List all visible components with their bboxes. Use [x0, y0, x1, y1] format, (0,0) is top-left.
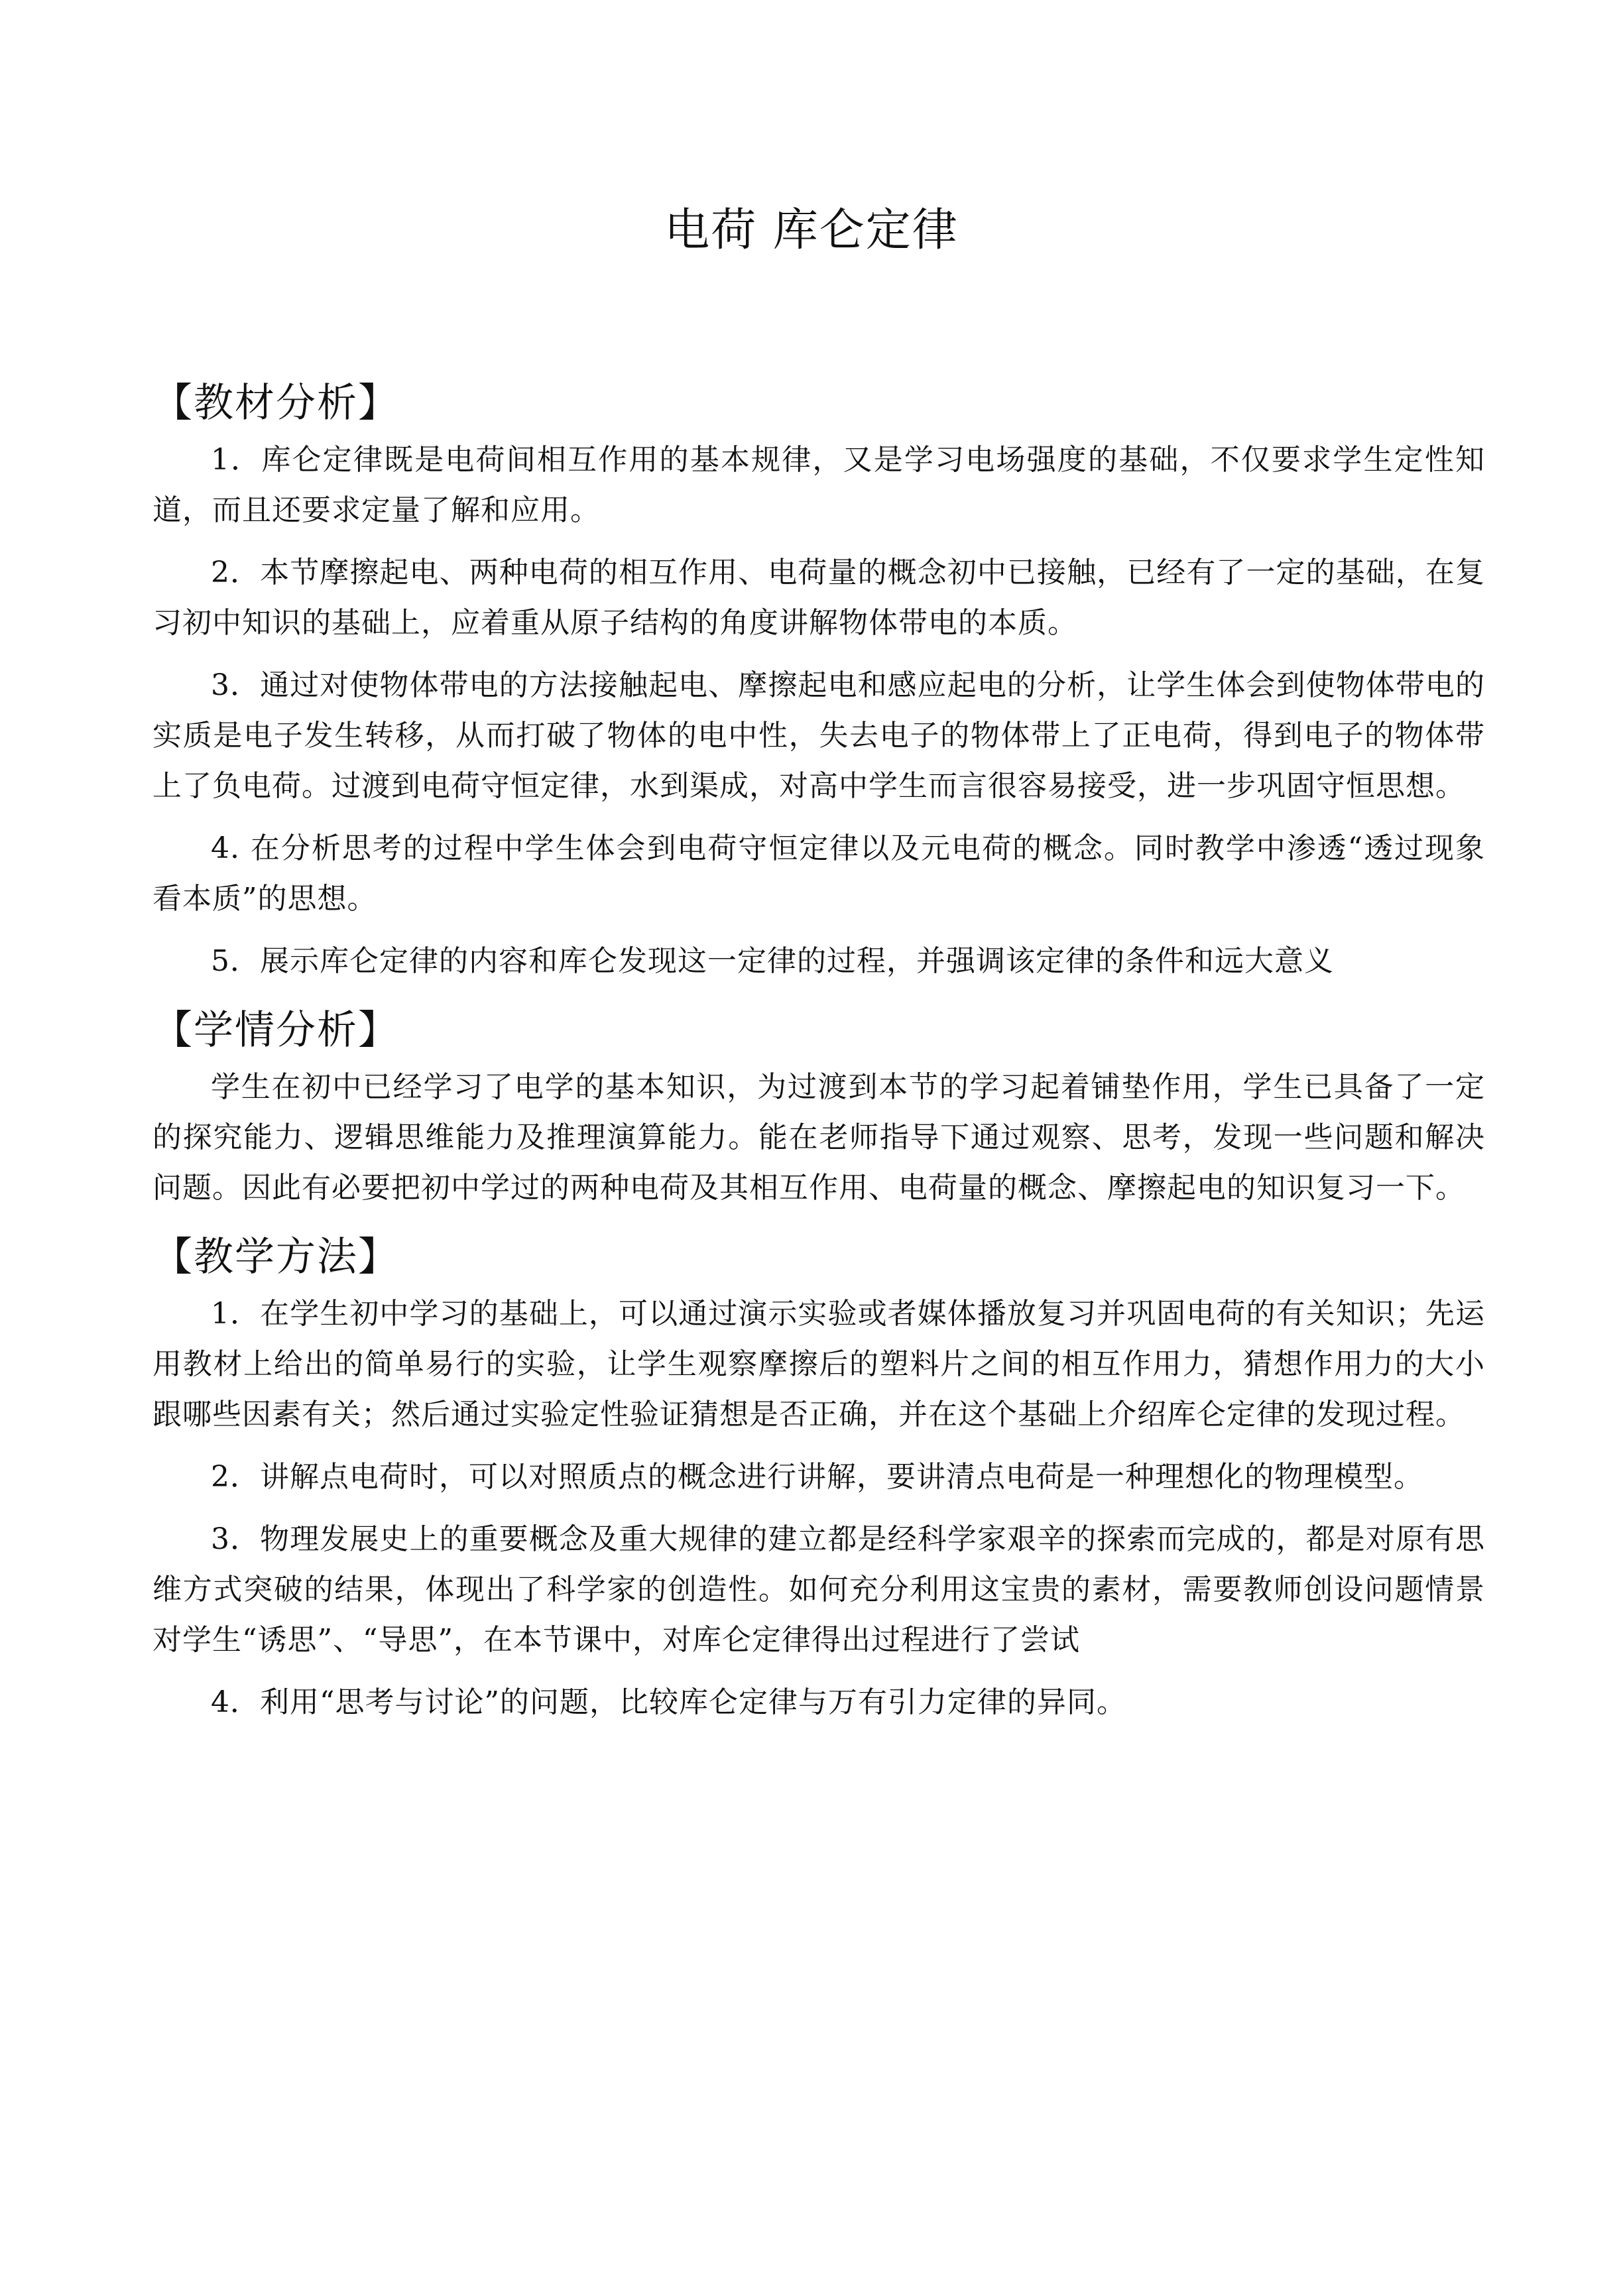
paragraph: 2．讲解点电荷时，可以对照质点的概念进行讲解，要讲清点电荷是一种理想化的物理模型。 — [211, 1460, 1423, 1494]
document-body — [152, 371, 1485, 1740]
section-teaching-methods — [152, 1225, 1485, 1728]
paragraph: 3．物理发展史上的重要概念及重大规律的建立都是经科学家艰辛的探索而完成的，都是对原有思维方式突破的结果，体现出了科学家的创造性。如何充分利用这宝贵的素材，需要教师创设问题情景对学生“诱思”、“导思”，在本节课中，对库仑定律得出过程进行了尝试 — [152, 1522, 1485, 1657]
paragraph: 1．在学生初中学习的基础上，可以通过演示实验或者媒体播放复习并巩固电荷的有关知识；先运用教材上给出的简单易行的实验，让学生观察摩擦后的塑料片之间的相互作用力，猜想作用力的大小跟哪些因素有关；然后通过实验定性验证猜想是否正确，并在这个基础上介绍库仑定律的发现过程。 — [152, 1297, 1485, 1431]
section-heading: 【教材分析】 — [152, 380, 399, 426]
paragraph: 5．展示库仑定律的内容和库仑发现这一定律的过程，并强调该定律的条件和远大意义 — [211, 944, 1334, 978]
paragraph: 2．本节摩擦起电、两种电荷的相互作用、电荷量的概念初中已接触，已经有了一定的基础，在复习初中知识的基础上，应着重从原子结构的角度讲解物体带电的本质。 — [152, 556, 1485, 640]
paragraph: 1．库仑定律既是电荷间相互作用的基本规律，又是学习电场强度的基础，不仅要求学生定性知道，而且还要求定量了解和应用。 — [152, 443, 1485, 527]
paragraph: 4. 在分析思考的过程中学生体会到电荷守恒定律以及元电荷的概念。同时教学中渗透“透过现象看本质”的思想。 — [152, 831, 1485, 916]
section-textbook-analysis — [152, 371, 1485, 987]
section-heading: 【学情分析】 — [152, 1007, 399, 1054]
paragraph: 学生在初中已经学习了电学的基本知识，为过渡到本节的学习起着铺垫作用，学生已具备了一定的探究能力、逻辑思维能力及推理演算能力。能在老师指导下通过观察、思考，发现一些问题和解决问题。因此有必要把初中学过的两种电荷及其相互作用、电荷量的概念、摩擦起电的知识复习一下。 — [152, 1070, 1485, 1205]
paragraph: 4．利用“思考与讨论”的问题，比较库仑定律与万有引力定律的异同。 — [211, 1685, 1126, 1719]
document-title: 电荷 库仑定律 — [664, 204, 959, 257]
paragraph: 3．通过对使物体带电的方法接触起电、摩擦起电和感应起电的分析，让学生体会到使物体带电的实质是电子发生转移，从而打破了物体的电中性，失去电子的物体带上了正电荷，得到电子的物体带上了负电荷。过渡到电荷守恒定律，水到渠成，对高中学生而言很容易接受，进一步巩固守恒思想。 — [152, 668, 1485, 803]
section-heading: 【教学方法】 — [152, 1234, 399, 1280]
section-student-analysis — [152, 998, 1485, 1213]
